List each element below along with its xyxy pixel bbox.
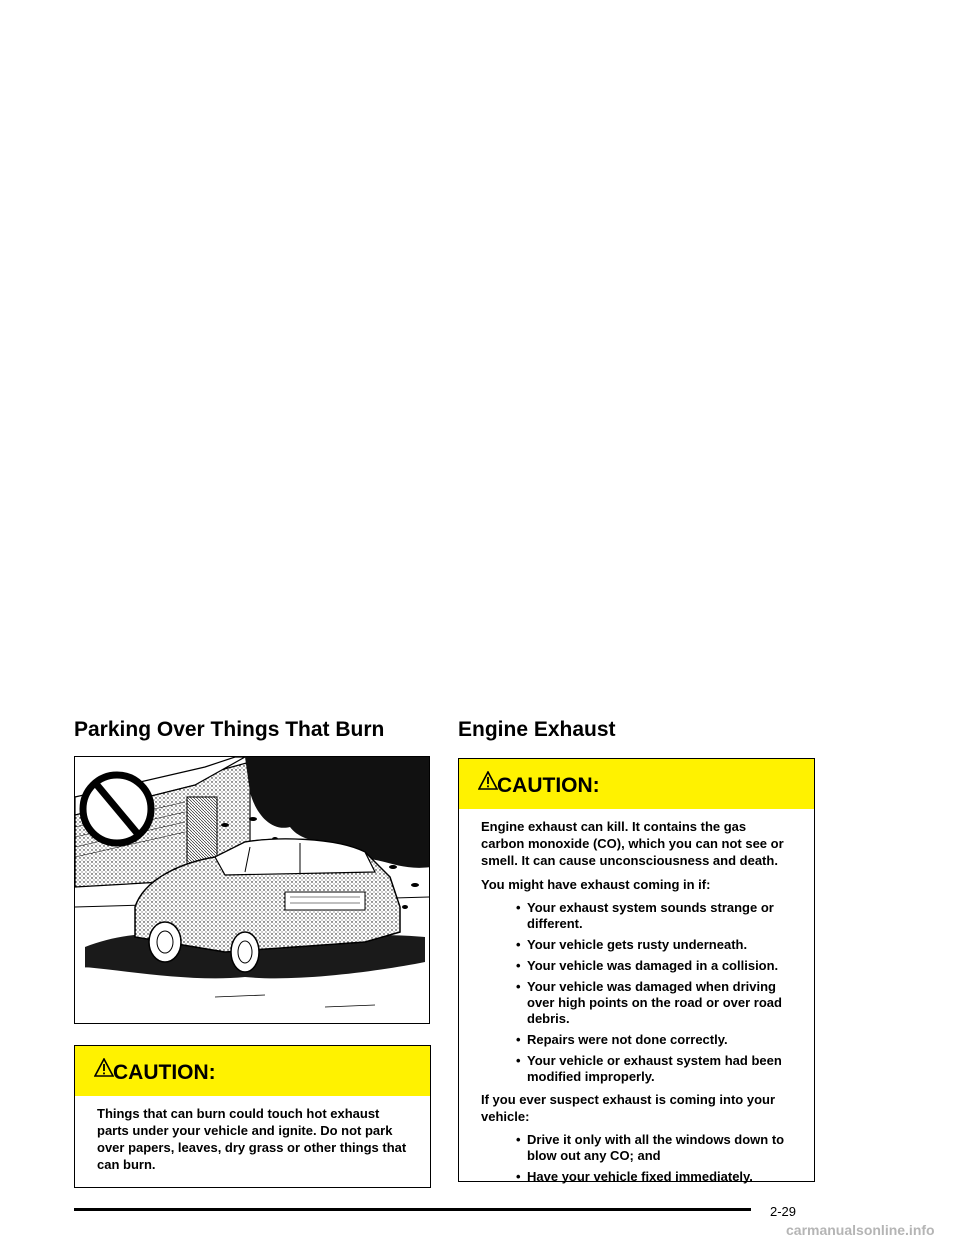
caution-label: CAUTION: [113, 1061, 216, 1084]
list-item: • Your vehicle was damaged when driving over high points on the road or over road debris. [517, 979, 792, 1027]
caution-action-intro: If you ever suspect exhaust is coming into your vehicle: [481, 1092, 776, 1124]
section-heading-parking: Parking Over Things That Burn [74, 718, 385, 741]
caution-text: Things that can burn could touch hot exhaust parts under your vehicle and ignite. Do not park over papers, leaves, dry grass or other things that can burn. [97, 1106, 407, 1172]
caution-header [459, 759, 814, 809]
car-over-leaves-drawing [75, 757, 430, 1024]
list-item: • Repairs were not done correctly. [517, 1032, 792, 1048]
page-number: 2-29 [770, 1204, 797, 1219]
caution-header [75, 1046, 430, 1096]
warning-triangle-icon [478, 771, 498, 791]
list-item: • Your exhaust system sounds strange or different. [517, 900, 792, 932]
list-item: • Your vehicle or exhaust system had been modified improperly. [517, 1053, 792, 1085]
exhaust-actions-list [481, 1132, 792, 1185]
caution-box-engine-exhaust [458, 758, 815, 1182]
caution-label: CAUTION: [497, 774, 600, 797]
list-item: • Your vehicle was damaged in a collision. [517, 958, 792, 974]
footer-rule [74, 1208, 751, 1211]
caution-list-intro: You might have exhaust coming in if: [481, 877, 711, 892]
list-item: • Have your vehicle fixed immediately. [517, 1169, 792, 1185]
caution-intro: Engine exhaust can kill. It contains the gas carbon monoxide (CO), which you can not see or smell. It can cause unconsciousness and death. [481, 819, 784, 868]
section-heading-engine-exhaust: Engine Exhaust [458, 718, 616, 741]
warning-triangle-icon [94, 1058, 114, 1078]
caution-box-parking [74, 1045, 431, 1188]
watermark: carmanualsonline.info [786, 1222, 935, 1238]
parking-over-leaves-illustration [74, 756, 430, 1024]
exhaust-signs-list [481, 900, 792, 1085]
list-item: • Drive it only with all the windows down to blow out any CO; and [517, 1132, 792, 1164]
list-item: • Your vehicle gets rusty underneath. [517, 937, 792, 953]
